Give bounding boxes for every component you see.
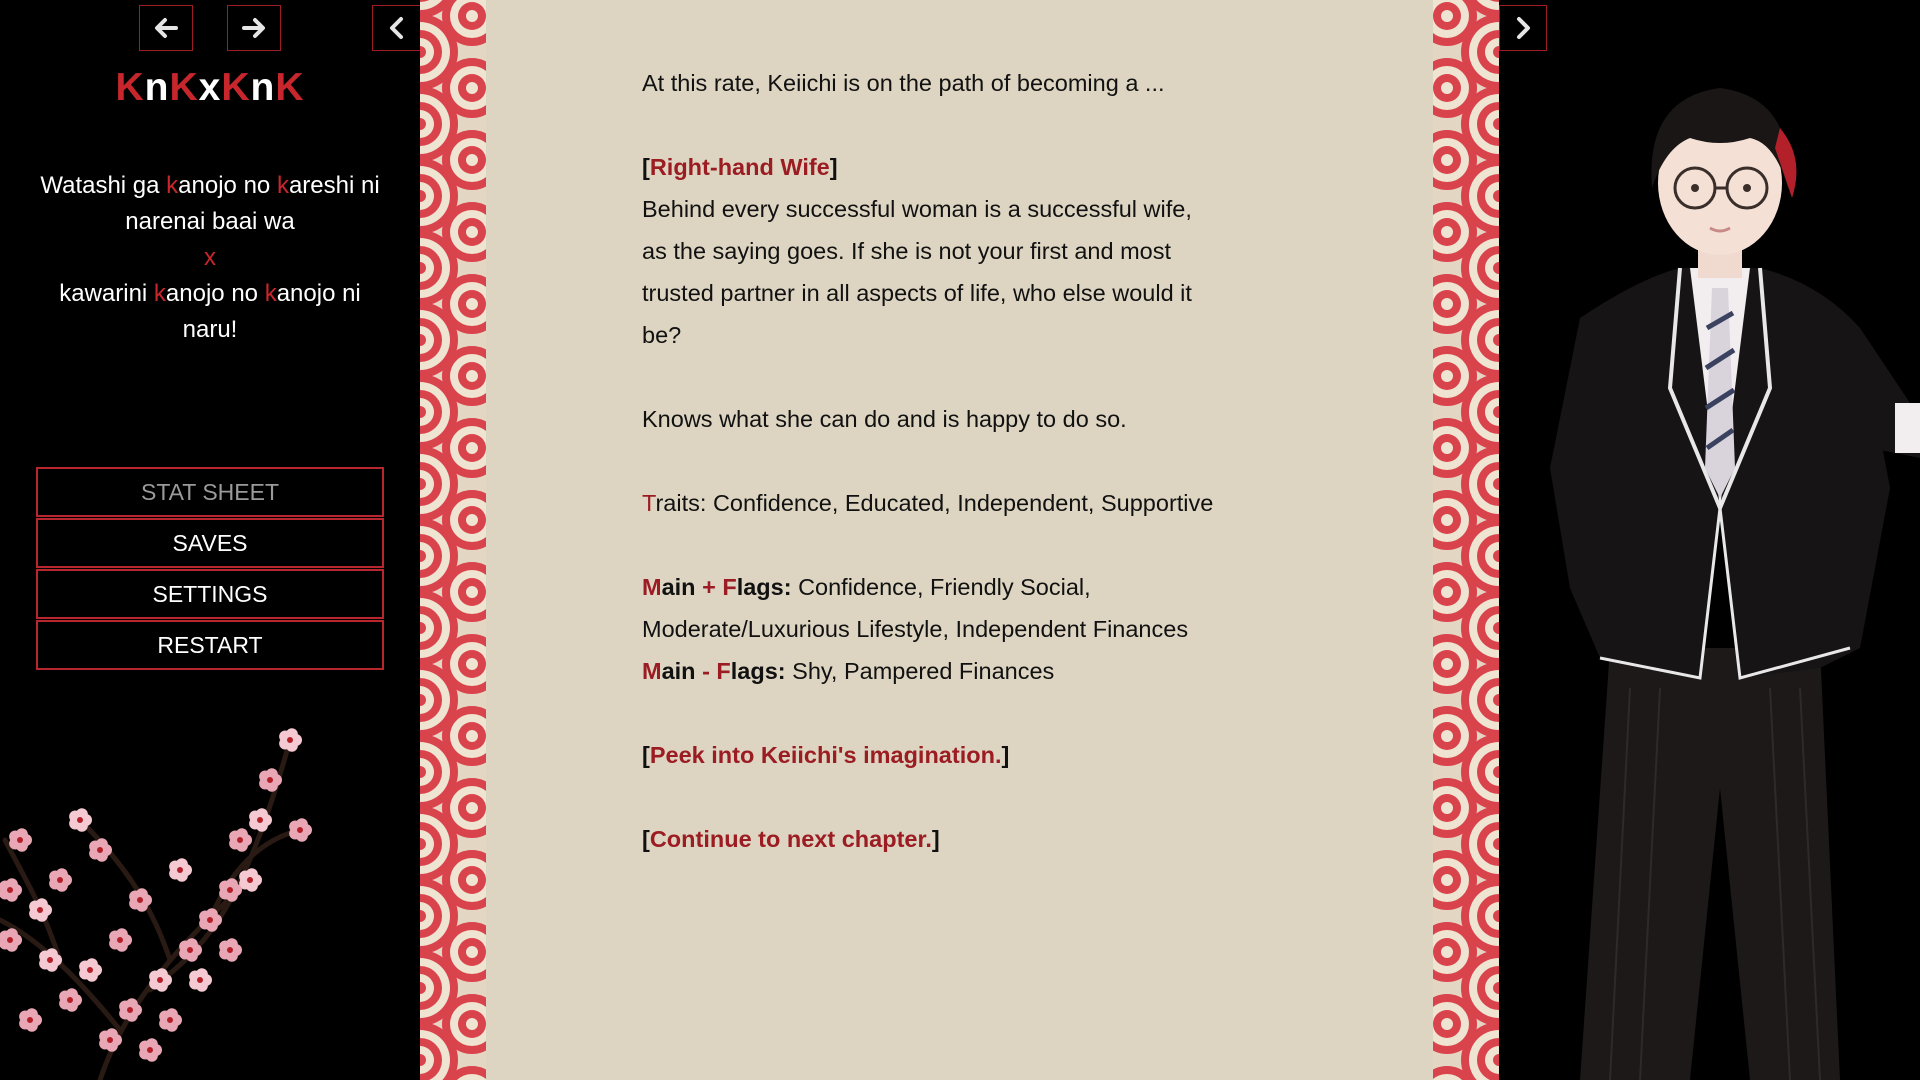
blossom-flower bbox=[219, 938, 242, 961]
history-back-button[interactable] bbox=[139, 5, 193, 51]
chevron-right-icon bbox=[1509, 14, 1537, 42]
sidebar-menu bbox=[36, 467, 384, 671]
title-letter: n bbox=[144, 66, 170, 109]
blossom-flower bbox=[49, 868, 72, 891]
blossom-flower bbox=[159, 1008, 182, 1031]
left-wave-border bbox=[420, 0, 486, 1080]
flags-block bbox=[642, 566, 1222, 692]
blossom-flower bbox=[9, 828, 32, 851]
passage-area bbox=[486, 0, 1433, 1080]
character-portrait bbox=[1520, 88, 1920, 1080]
plus-flags-line: Main + Flags: Confidence, Friendly Social, Moderate/Luxurious Lifestyle, Independent Finances bbox=[642, 574, 1189, 642]
seigaiha-pattern-right bbox=[1433, 0, 1499, 1080]
seigaiha-pattern-left bbox=[420, 0, 486, 1080]
blossom-flower bbox=[79, 958, 102, 981]
imagination-link[interactable]: Peek into Keiichi's imagination. bbox=[649, 742, 1002, 768]
blossom-flower bbox=[89, 838, 112, 861]
continue-link[interactable]: Continue to next chapter. bbox=[649, 826, 932, 852]
story-title bbox=[0, 66, 420, 110]
blossom-flower bbox=[279, 728, 302, 751]
traits-line: Traits: Confidence, Educated, Independent, Supportive bbox=[642, 490, 1214, 516]
blossom-flower bbox=[109, 928, 132, 951]
saves-button[interactable]: SAVES bbox=[36, 518, 384, 568]
blossom-flower bbox=[169, 858, 192, 881]
subtitle-line-1: Watashi ga kanojo no kareshi ni narenai baai wa bbox=[40, 172, 380, 235]
story-caption-toggle-button[interactable] bbox=[1499, 5, 1547, 51]
passage-text bbox=[642, 62, 1222, 902]
blossom-flower bbox=[189, 968, 212, 991]
title-letter: x bbox=[198, 66, 222, 109]
stat-sheet-button[interactable]: STAT SHEET bbox=[36, 467, 384, 517]
subtitle-separator: x bbox=[204, 244, 216, 271]
blossom-flower bbox=[0, 878, 22, 901]
arrow-left-icon bbox=[152, 14, 180, 42]
blossom-flower bbox=[239, 868, 262, 891]
blossom-flower bbox=[29, 898, 52, 921]
title-letter: K bbox=[169, 66, 199, 109]
intro-text: At this rate, Keiichi is on the path of becoming a ... bbox=[642, 70, 1165, 96]
hide-sidebar-button[interactable] bbox=[372, 5, 420, 51]
title-letter: K bbox=[275, 66, 305, 109]
title-letter: n bbox=[250, 66, 276, 109]
cherry-blossom-decoration bbox=[0, 720, 320, 1080]
role-description: Behind every successful woman is a successful wife, as the saying goes. If she is not your first and most trusted partner in all aspects of life, who else would it be? bbox=[642, 196, 1192, 348]
blossom-flower bbox=[179, 938, 202, 961]
right-wave-border bbox=[1433, 0, 1499, 1080]
blossom-flower bbox=[289, 818, 312, 841]
subtitle-line-2: kawarini kanojo no kanojo ni naru! bbox=[59, 280, 361, 343]
story-subtitle bbox=[30, 168, 390, 348]
arrow-right-icon bbox=[240, 14, 268, 42]
restart-button[interactable]: RESTART bbox=[36, 620, 384, 670]
imagination-block: [Peek into Keiichi's imagination.] bbox=[642, 742, 1010, 768]
ui-sidebar bbox=[0, 0, 420, 1080]
continue-block: [Continue to next chapter.] bbox=[642, 826, 940, 852]
minus-flags-line: Main - Flags: Shy, Pampered Finances bbox=[642, 658, 1055, 684]
blossom-flower bbox=[229, 828, 252, 851]
chevron-left-icon bbox=[383, 14, 411, 42]
blossom-flower bbox=[59, 988, 82, 1011]
blossom-flower bbox=[19, 1008, 42, 1031]
blossom-flower bbox=[139, 1038, 162, 1061]
settings-button[interactable]: SETTINGS bbox=[36, 569, 384, 619]
role-link[interactable]: Right-hand Wife bbox=[649, 154, 830, 180]
role-block: [Right-hand Wife] Behind every successful woman is a successful wife, as the saying goes. If she is not your first and most trusted partner in all aspects of life, who else would it be? bbox=[642, 154, 1192, 348]
title-letter: K bbox=[221, 66, 251, 109]
history-forward-button[interactable] bbox=[227, 5, 281, 51]
summary-text: Knows what she can do and is happy to do so. bbox=[642, 406, 1127, 432]
title-letter: K bbox=[115, 66, 145, 109]
